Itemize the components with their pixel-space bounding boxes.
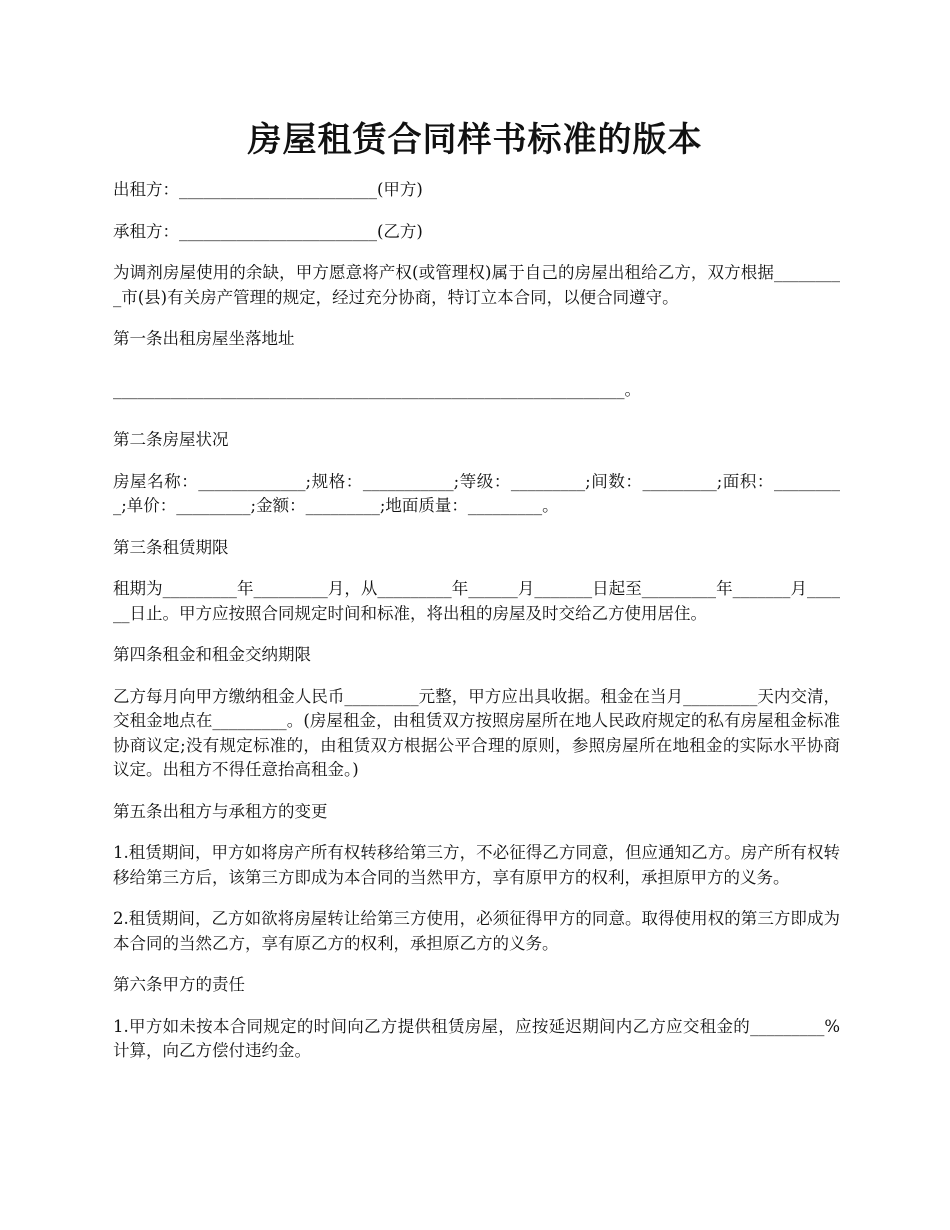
article-5-item-2: 2.租赁期间，乙方如欲将房屋转让给第三方使用，必须征得甲方的同意。取得使用权的第三方即成为本合同的当然乙方，享有原乙方的权利，承担原乙方的义务。 xyxy=(113,909,840,953)
article-2-heading: 第二条房屋状况 xyxy=(113,430,229,449)
article-4-heading: 第四条租金和租金交纳期限 xyxy=(113,645,311,664)
article-6-heading: 第六条甲方的责任 xyxy=(113,975,245,994)
article-1-body: ______________________________________________________________。 xyxy=(113,379,641,399)
article-6-item-1: 1.甲方如未按本合同规定的时间向乙方提供租赁房屋，应按延迟期间内乙方应交租金的_________%计算，向乙方偿付违约金。 xyxy=(113,1016,840,1060)
article-5-item-1: 1.租赁期间，甲方如将房产所有权转移给第三方，不必征得乙方同意，但应通知乙方。房产所有权转移给第三方后，该第三方即成为本合同的当然甲方，享有原甲方的权利，承担原甲方的义务。 xyxy=(113,843,840,887)
document-body xyxy=(113,178,840,1064)
lessee-line: 承租方：________________________(乙方) xyxy=(113,221,423,241)
intro-paragraph: 为调剂房屋使用的余缺，甲方愿意将产权(或管理权)属于自己的房屋出租给乙方，双方根据_________市(县)有关房产管理的规定，经过充分协商，特订立本合同，以便合同遵守。 xyxy=(113,263,840,307)
article-3-heading: 第三条租赁期限 xyxy=(113,537,229,557)
article-4-body: 乙方每月向甲方缴纳租金人民币_________元整，甲方应出具收据。租金在当月_________天内交清，交租金地点在_________。(房屋租金，由租赁双方按照房屋所在地人民政府规定的私有房屋租金标准协商议定;没有规定标准的，由租赁双方根据公平合理的原则，参照房屋所在地租金的实际水平协商议定。出租方不得任意抬高租金。) xyxy=(113,686,840,779)
lessor-line: 出租方：________________________(甲方) xyxy=(113,180,423,199)
article-3-body: 租期为_________年_________月，从_________年______月_______日起至_________年_______月______日止。甲方应按照合同规定时间和标准，将出租的房屋及时交给乙方使用居住。 xyxy=(113,579,840,623)
document-title: 房屋租赁合同样书标准的版本 xyxy=(247,120,703,160)
article-2-body: 房屋名称：_____________;规格：___________;等级：_________;间数：_________;面积：_________;单价：_________;金额：_________;地面质量：_________。 xyxy=(113,471,840,515)
article-5-heading: 第五条出租方与承租方的变更 xyxy=(113,801,328,821)
article-1-heading: 第一条出租房屋坐落地址 xyxy=(113,329,295,348)
